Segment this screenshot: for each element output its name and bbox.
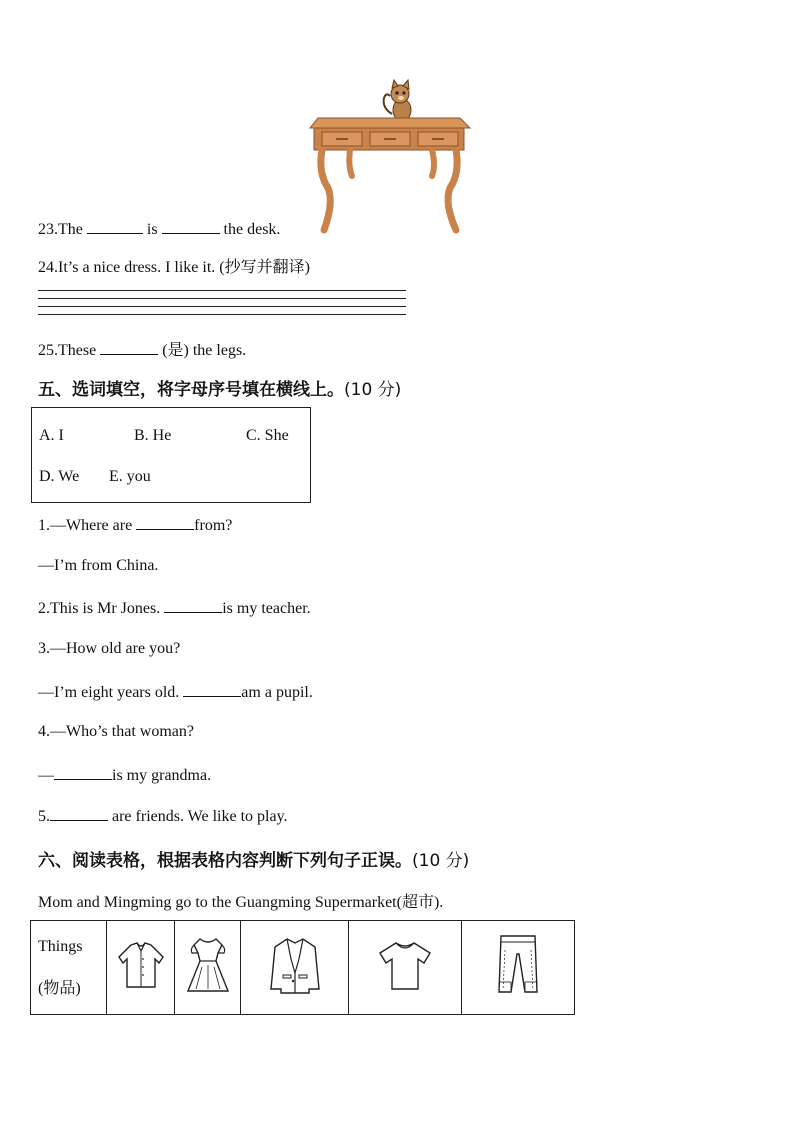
section-5-heading <box>38 375 401 400</box>
answer-blank[interactable] <box>162 219 220 234</box>
things-cell-shirt <box>107 921 175 1015</box>
answer-blank[interactable] <box>164 598 222 613</box>
s5q4b-suffix: is my grandma. <box>112 767 212 784</box>
s5q1a-suffix: from? <box>194 517 233 534</box>
cat-icon <box>384 80 411 123</box>
q25-suffix: (是) the legs. <box>162 342 247 359</box>
answer-blank[interactable] <box>136 515 194 530</box>
section-6-heading <box>38 846 469 871</box>
s5-question-3a: 3.—How old are you? <box>38 640 181 657</box>
copy-writing-lines[interactable] <box>38 290 406 322</box>
s5-question-1a <box>38 515 232 535</box>
s5q5-suffix: are friends. We like to play. <box>108 808 288 825</box>
question-25 <box>38 337 246 360</box>
s5-question-2 <box>38 598 311 618</box>
things-cell-trousers <box>462 921 575 1015</box>
things-label-cell <box>31 921 107 1015</box>
choice-e: E. you <box>109 468 151 485</box>
things-table <box>30 920 575 1015</box>
writing-line[interactable] <box>38 298 406 306</box>
writing-line[interactable] <box>38 290 406 298</box>
q23-mid: is <box>146 221 162 238</box>
choice-d: D. We <box>39 468 80 485</box>
s5-question-4a: 4.—Who’s that woman? <box>38 723 194 740</box>
s5-question-5 <box>38 806 288 826</box>
q23-prefix: 23.The <box>38 221 87 238</box>
things-cell-dress <box>175 921 241 1015</box>
choice-a: A. I <box>39 427 64 444</box>
question-24: 24.It’s a nice dress. I like it. (抄写并翻译) <box>38 259 310 276</box>
q23-suffix: the desk. <box>223 221 281 238</box>
t-shirt-icon <box>376 935 434 995</box>
q25-prefix: 25.These <box>38 342 101 359</box>
s5q2-prefix: 2.This is Mr Jones. <box>38 600 165 617</box>
choice-c: C. She <box>246 427 289 444</box>
s5-question-3b <box>38 682 313 702</box>
things-cell-tshirt <box>349 921 462 1015</box>
things-label-en: Things <box>38 937 83 955</box>
jacket-icon <box>265 933 325 997</box>
section-6-intro: Mom and Mingming go to the Guangming Supermarket(超市). <box>38 894 444 911</box>
s5q1a-prefix: 1.—Where are <box>38 517 137 534</box>
question-23 <box>38 219 280 239</box>
answer-blank[interactable] <box>183 682 241 697</box>
section-5-points: (10 分) <box>344 380 402 400</box>
s5q5-prefix: 5. <box>38 808 50 825</box>
s5q3b-prefix: —I’m eight years old. <box>38 684 184 701</box>
answer-blank[interactable] <box>54 765 112 780</box>
writing-line[interactable] <box>38 314 406 322</box>
word-choice-box <box>31 407 311 503</box>
section-6-points: (10 分) <box>412 851 470 871</box>
s5-question-1b: —I’m from China. <box>38 557 159 574</box>
s5-question-4b <box>38 765 211 785</box>
desk-cat-illustration <box>300 78 476 238</box>
s5q2-suffix: is my teacher. <box>222 600 311 617</box>
section-5-title: 五、选词填空，将字母序号填在横线上。 <box>38 380 344 400</box>
shirt-icon <box>113 937 169 993</box>
s5q4b-prefix: — <box>38 767 54 784</box>
things-label-cn: (物品) <box>38 979 81 997</box>
answer-blank[interactable] <box>87 219 143 234</box>
trousers-icon <box>493 932 543 998</box>
things-cell-jacket <box>241 921 349 1015</box>
writing-line[interactable] <box>38 306 406 314</box>
answer-blank[interactable] <box>50 806 108 821</box>
s5q3b-suffix: am a pupil. <box>241 684 313 701</box>
choice-b: B. He <box>134 427 172 444</box>
dress-icon <box>180 933 236 997</box>
answer-blank[interactable] <box>100 340 158 355</box>
section-6-title: 六、阅读表格，根据表格内容判断下列句子正误。 <box>38 851 412 871</box>
